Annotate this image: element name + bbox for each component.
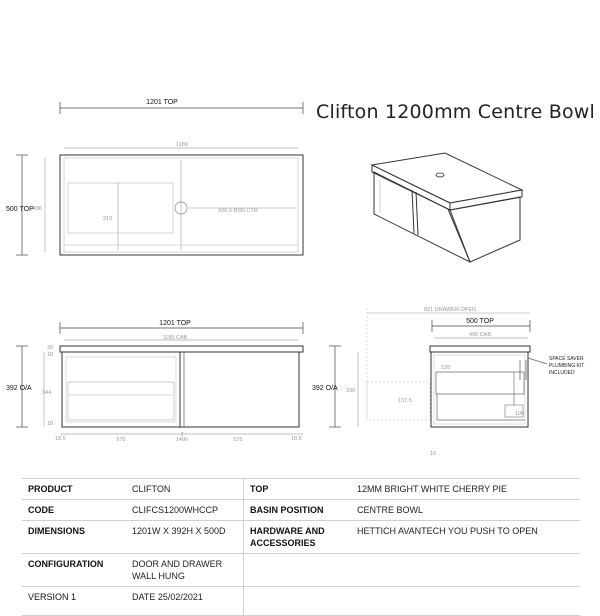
side-view-note-line-3: INCLUDED xyxy=(549,370,575,376)
front-view-dim-575-right: 575 xyxy=(233,437,243,443)
side-view-drawer-open: 821 DRAWER OPEN xyxy=(423,307,477,313)
front-view-dim-344: 344 xyxy=(42,390,52,396)
spec-value: DOOR AND DRAWER WALL HUNG xyxy=(126,554,244,587)
top-view-bowl-centre: 600.5 BSN CTR xyxy=(218,208,258,214)
front-view-width-top: 1201 TOP xyxy=(159,320,191,327)
spec-key: VERSION 1 xyxy=(22,587,126,616)
side-view-dim-137-5: 137.5 xyxy=(398,398,412,404)
spec-value: 12MM BRIGHT WHITE CHERRY PIE xyxy=(351,479,580,500)
side-view-note-line-1: SPACE SAVER xyxy=(549,356,584,362)
spec-value: CENTRE BOWL xyxy=(351,500,580,521)
spec-key: PRODUCT xyxy=(22,479,126,500)
spec-key: CODE xyxy=(22,500,126,521)
front-view-dim-30: 30 xyxy=(47,345,54,351)
side-view-depth-top: 500 TOP xyxy=(466,318,494,325)
front-view xyxy=(16,322,303,434)
spec-row xyxy=(22,587,580,616)
spec-key: DIMENSIONS xyxy=(22,521,126,554)
front-view-dim-1490: 1490 xyxy=(175,437,189,443)
top-view-width-inner: 1189 xyxy=(176,142,188,148)
spec-value: CLIFCS1200WHCCP xyxy=(126,500,244,521)
spec-key: TOP xyxy=(244,479,352,500)
spec-row xyxy=(22,500,580,521)
side-view-height: 392 O/A xyxy=(312,385,338,392)
spec-key xyxy=(244,587,352,616)
top-view-width-top: 1201 TOP xyxy=(146,99,178,106)
side-view-depth-cab: 496 CAB xyxy=(468,332,492,338)
spec-key: HARDWARE AND ACCESSORIES xyxy=(244,521,352,554)
front-view-dim-575-left: 575 xyxy=(116,437,126,443)
spec-value xyxy=(351,587,580,616)
drawing-title: Clifton 1200mm Centre Bowl xyxy=(316,101,595,123)
spec-value: DATE 25/02/2021 xyxy=(126,587,244,616)
side-view xyxy=(329,308,547,427)
front-view-width-cab: 1189 CAB xyxy=(162,335,188,341)
side-view-dim-330: 330 xyxy=(346,388,356,394)
spec-row xyxy=(22,521,580,554)
side-view-dim-106: 106 xyxy=(515,411,525,417)
spec-table xyxy=(22,478,580,616)
top-view-depth-inner: 496 xyxy=(32,206,42,212)
front-view-dim-18-top: 18 xyxy=(47,352,54,358)
front-view-dim-18-5-left: 18.5 xyxy=(55,436,66,442)
spec-value: 1201W X 392H X 500D xyxy=(126,521,244,554)
front-view-dim-2: 2 xyxy=(180,432,184,438)
spec-value xyxy=(351,554,580,587)
spec-row xyxy=(22,479,580,500)
spec-key xyxy=(244,554,352,587)
side-view-dim-128: 128 xyxy=(441,365,451,371)
spec-row xyxy=(22,554,580,587)
top-view-depth-top: 500 TOP xyxy=(6,206,34,213)
front-view-dim-18-5-right: 18.5 xyxy=(291,436,302,442)
side-view-dim-16: 16 xyxy=(430,451,437,457)
front-view-height: 392 O/A xyxy=(6,385,32,392)
spec-key: CONFIGURATION xyxy=(22,554,126,587)
isometric-view xyxy=(372,153,522,262)
side-view-note-line-2: PLUMBING KIT xyxy=(549,363,585,369)
top-view xyxy=(16,102,303,255)
spec-value: HETTICH AVANTECH YOU PUSH TO OPEN xyxy=(351,521,580,554)
top-view-bowl-depth: 313 xyxy=(102,216,112,222)
front-view-dim-18-bottom: 18 xyxy=(47,421,54,427)
spec-key: BASIN POSITION xyxy=(244,500,352,521)
spec-value: CLIFTON xyxy=(126,479,244,500)
